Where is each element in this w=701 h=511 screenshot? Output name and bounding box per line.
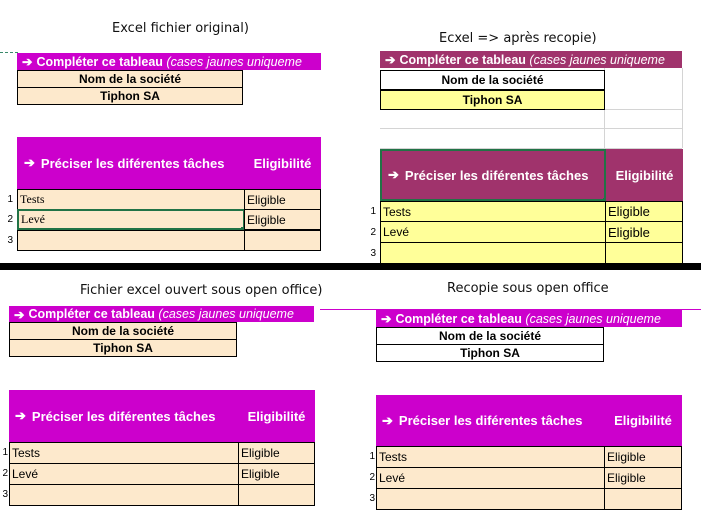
- banner-italic-text: (cases jaunes uniqueme: [525, 311, 661, 326]
- banner-bold-text: Compléter ce tableau: [399, 52, 526, 67]
- tasks-header-cell[interactable]: [376, 395, 604, 446]
- task-cell[interactable]: Levé: [9, 463, 239, 485]
- banner-italic-text: (cases jaunes uniqueme: [529, 52, 665, 67]
- grid-line: [380, 128, 682, 129]
- quadrant-title-excel-openoffice: Fichier excel ouvert sous open office): [80, 283, 323, 298]
- arrow-right-icon: ➔: [15, 408, 26, 423]
- row-number: 1: [370, 206, 376, 217]
- eligibility-cell[interactable]: Eligible: [244, 209, 321, 230]
- eligibility-cell[interactable]: Eligible: [238, 442, 315, 464]
- task-cell[interactable]: [380, 242, 606, 264]
- eligibility-cell[interactable]: [238, 484, 315, 506]
- company-label-cell[interactable]: Nom de la société: [376, 327, 604, 345]
- eligibility-cell[interactable]: [605, 242, 683, 264]
- instruction-banner: [9, 306, 314, 322]
- arrow-right-icon: ➔: [388, 167, 399, 182]
- banner-italic-text: (cases jaunes uniqueme: [158, 307, 294, 321]
- company-label-cell[interactable]: Nom de la société: [9, 322, 237, 340]
- eligibility-header-cell[interactable]: Eligibilité: [604, 395, 682, 446]
- task-cell[interactable]: Levé: [376, 467, 605, 489]
- tasks-header-label: Préciser les diférentes tâches: [398, 413, 583, 428]
- tasks-header-cell[interactable]: [380, 149, 606, 201]
- eligibility-cell[interactable]: Eligible: [604, 467, 682, 489]
- task-cell[interactable]: Tests: [380, 201, 606, 222]
- arrow-right-icon: ➔: [385, 53, 396, 67]
- task-cell[interactable]: [376, 488, 605, 510]
- quadrant-title-excel-original: Excel fichier original): [112, 21, 249, 36]
- task-cell[interactable]: [9, 484, 239, 506]
- company-value-cell[interactable]: Tiphon SA: [380, 90, 605, 110]
- arrow-right-icon: ➔: [381, 312, 392, 326]
- grid-line: [682, 68, 683, 148]
- arrow-right-icon: ➔: [14, 307, 25, 322]
- banner-bold-text: Compléter ce tableau: [36, 54, 163, 69]
- instruction-banner: [376, 310, 682, 327]
- banner-bold-text: Compléter ce tableau: [28, 307, 155, 321]
- row-number: 3: [369, 493, 375, 504]
- row-number: 2: [2, 468, 8, 479]
- row-number: 1: [7, 194, 13, 205]
- tasks-header-cell[interactable]: [9, 390, 238, 442]
- row-number: 1: [369, 451, 375, 462]
- row-number: 3: [7, 235, 13, 246]
- task-cell[interactable]: [17, 230, 245, 251]
- task-cell-selected[interactable]: Levé: [17, 209, 245, 230]
- instruction-banner: [380, 51, 682, 68]
- eligibility-header-cell[interactable]: Eligibilité: [606, 149, 683, 201]
- banner-bold-text: Compléter ce tableau: [395, 311, 522, 326]
- tasks-header-label: Préciser les diférentes tâches: [31, 408, 216, 424]
- arrow-right-icon: ➔: [22, 55, 33, 69]
- tasks-header-label: Préciser les diférentes tâches: [404, 167, 589, 183]
- company-value-cell[interactable]: Tiphon SA: [9, 339, 237, 357]
- quadrant-title-excel-copy: Ecxel => après recopie): [439, 31, 597, 46]
- arrow-right-icon: ➔: [382, 412, 393, 428]
- row-number: 2: [369, 472, 375, 483]
- eligibility-cell[interactable]: [604, 488, 682, 510]
- eligibility-cell[interactable]: Eligible: [605, 201, 683, 222]
- arrow-right-icon: ➔: [24, 155, 35, 170]
- task-cell[interactable]: Tests: [9, 442, 239, 464]
- selection-dash-line: [0, 52, 18, 53]
- tasks-header-cell[interactable]: [17, 137, 244, 189]
- section-divider: [0, 263, 701, 270]
- task-cell[interactable]: Levé: [380, 221, 606, 243]
- instruction-banner: [17, 53, 321, 70]
- eligibility-header-cell[interactable]: Eligibilité: [244, 137, 321, 189]
- eligibility-header-cell[interactable]: Eligibilité: [238, 390, 315, 442]
- banner-italic-text: (cases jaunes uniqueme: [166, 54, 302, 69]
- task-cell[interactable]: Tests: [17, 189, 245, 210]
- row-number: 3: [370, 248, 376, 259]
- eligibility-cell[interactable]: Eligible: [604, 446, 682, 468]
- row-number: 3: [2, 489, 8, 500]
- company-label-cell[interactable]: Nom de la société: [17, 70, 243, 88]
- eligibility-cell[interactable]: Eligible: [238, 463, 315, 485]
- row-number: 2: [7, 214, 13, 225]
- row-number: 1: [2, 447, 8, 458]
- eligibility-cell[interactable]: Eligible: [605, 221, 683, 243]
- company-value-cell[interactable]: Tiphon SA: [376, 344, 604, 362]
- eligibility-cell[interactable]: Eligible: [244, 189, 321, 210]
- quadrant-title-openoffice-copy: Recopie sous open office: [447, 281, 609, 296]
- company-value-cell[interactable]: Tiphon SA: [17, 87, 243, 105]
- eligibility-cell[interactable]: [244, 230, 321, 251]
- row-number: 2: [370, 227, 376, 238]
- tasks-header-label: Préciser les diférentes tâches: [40, 155, 225, 171]
- task-cell[interactable]: Tests: [376, 446, 605, 468]
- company-label-cell[interactable]: Nom de la société: [380, 70, 605, 90]
